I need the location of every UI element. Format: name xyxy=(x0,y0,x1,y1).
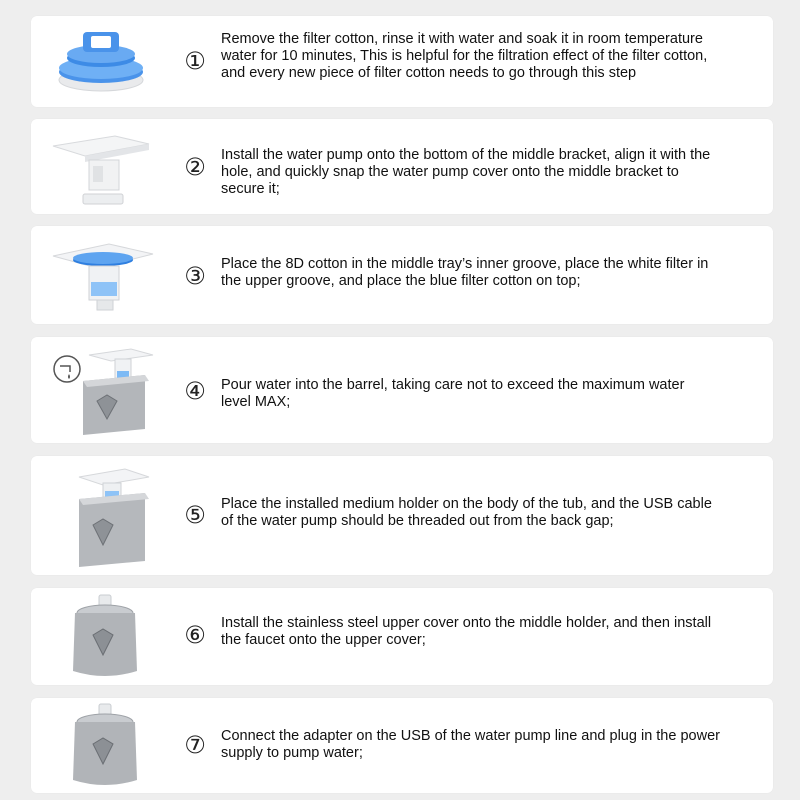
holder-on-tub-illustration xyxy=(45,456,165,575)
step-card-6 xyxy=(31,588,773,685)
step-number: ⑤ xyxy=(184,501,206,529)
middle-bracket-illustration xyxy=(45,119,165,214)
step-number: ③ xyxy=(184,262,206,290)
step-number: ⑦ xyxy=(184,731,206,759)
step-card-7 xyxy=(31,698,773,793)
powered-fountain-illustration xyxy=(45,698,165,793)
step-text: Install the stainless steel upper cover onto the middle holder, and then install the faucet onto the upper cover; xyxy=(221,615,712,648)
step-card-1 xyxy=(31,16,773,107)
step-text: Pour water into the barrel, taking care not to exceed the maximum water level MAX; xyxy=(221,377,685,410)
step-card-2 xyxy=(31,119,773,214)
step-card-5 xyxy=(31,456,773,575)
step-text: Connect the adapter on the USB of the water pump line and plug in the power supply to pump water; xyxy=(221,728,720,761)
step-number: ⑥ xyxy=(184,621,206,649)
step-card-3 xyxy=(31,226,773,324)
step-number: ① xyxy=(184,47,206,75)
step-text: Remove the filter cotton, rinse it with water and soak it in room temperature water for 10 minutes, This is helpful for the filtration effect of the filter cotton, and every new piece of filter cotton needs to go through this step xyxy=(221,31,708,81)
pour-water-illustration xyxy=(45,337,165,443)
step-text: Place the 8D cotton in the middle tray’s inner groove, place the white filter in the upper groove, and place the blue filter cotton on top; xyxy=(221,256,709,289)
step-text: Place the installed medium holder on the body of the tub, and the USB cable of the water pump should be threaded out from the back gap; xyxy=(221,496,712,529)
step-number: ④ xyxy=(184,377,206,405)
step-number: ② xyxy=(184,153,206,181)
tray-with-filters-illustration xyxy=(45,226,165,324)
step-text: Install the water pump onto the bottom of the middle bracket, align it with the hole, and quickly snap the water pump cover onto the middle bracket to secure it; xyxy=(221,147,711,197)
filter-cotton-illustration xyxy=(45,16,165,107)
step-card-4 xyxy=(31,337,773,443)
assembled-fountain-illustration xyxy=(45,588,165,685)
